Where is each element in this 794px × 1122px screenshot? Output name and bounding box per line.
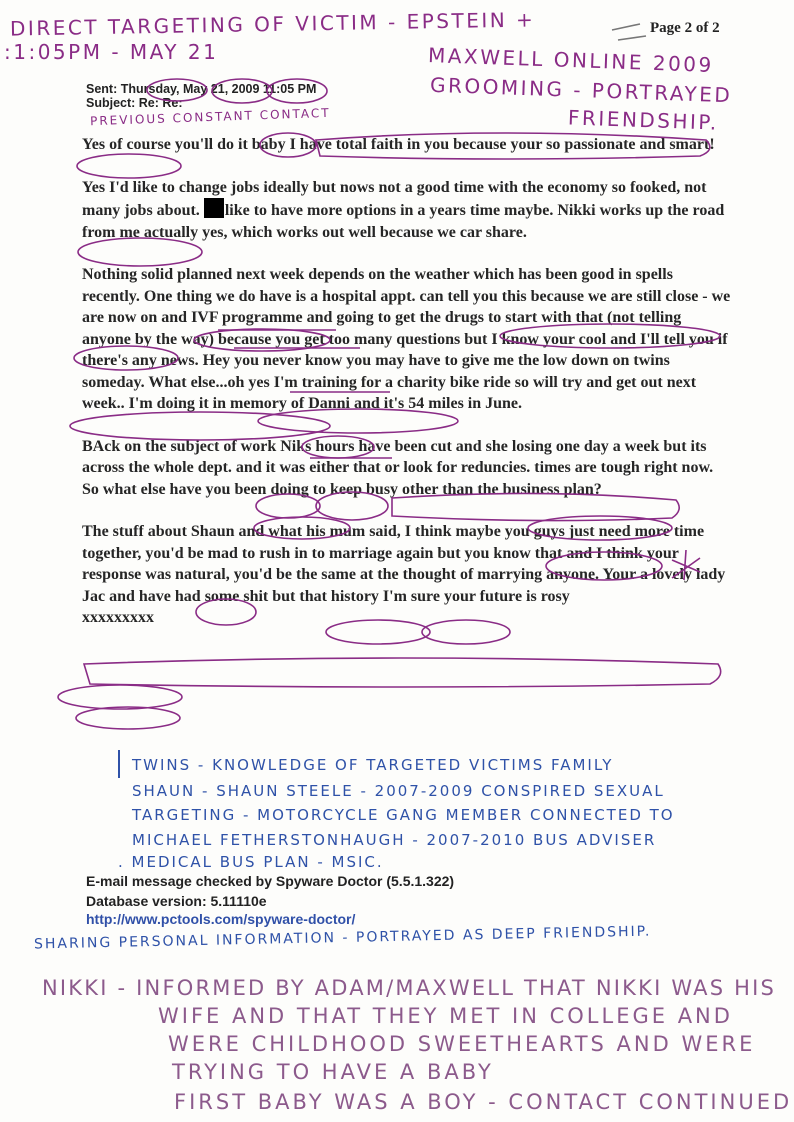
- spyware-link[interactable]: http://www.pctools.com/spyware-doctor/: [86, 911, 356, 927]
- annotation-right-line3: FRIENDSHIP.: [567, 105, 720, 135]
- annotation-michael: MICHAEL FETHERSTONHAUGH - 2007-2010 BUS ADVISER: [132, 831, 657, 849]
- spyware-check-line: E-mail message checked by Spyware Doctor (5.5.1.322): [86, 873, 455, 889]
- annotation-title-line2: :1:05PM - MAY 21: [4, 40, 219, 64]
- paragraph-5: The stuff about Shaun and what his mum said, I think maybe you guys just need more time together, you'd be mad to rush in to marriage again but you know that and I think your response was natural, you'd be the same at the thought of marrying anyone. Your a lovely lady Jac and have had some shit but that history I'm sure your future is rosy: [82, 523, 726, 605]
- paragraph-1: Yes of course you'll do it baby I have total faith in you because your so passionate and smart!: [82, 136, 715, 153]
- redaction-block: [204, 198, 224, 218]
- signoff-kisses: xxxxxxxxx: [82, 609, 154, 626]
- annotation-right-line2: GROOMING - PORTRAYED: [429, 72, 733, 108]
- annotation-bracket: [118, 750, 120, 778]
- annotation-targeting: TARGETING - MOTORCYCLE GANG MEMBER CONNECTED TO: [132, 806, 675, 824]
- annotation-twins: TWINS - KNOWLEDGE OF TARGETED VICTIMS FAMILY: [132, 756, 614, 774]
- paragraph-3: Nothing solid planned next week depends on the weather which has been good in spells recently. One thing we do have is a hospital appt. can tell you this because we are still close - we are now on and IVF programme and going to get the drugs to start with that (not telling anyone by the way) because you get too many questions but I know your cool and I'll tell you if there's any news. Hey you never know you may have to give me the low down on twins someday. What else...oh yes I'm training for a charity bike ride so will try and get out next week.. I'm doing it in memory of Danni and it's 54 miles in June.: [82, 266, 731, 412]
- circle-future: [58, 685, 182, 709]
- annotation-nikki-4: TRYING TO HAVE A BABY: [172, 1060, 494, 1084]
- annotation-nikki-1: NIKKI - INFORMED BY ADAM/MAXWELL THAT NIKKI WAS HIS: [42, 976, 777, 1000]
- annotation-previous-contact: PREVIOUS CONSTANT CONTACT: [89, 105, 331, 129]
- email-subject-line: Subject: Re: Re:: [86, 96, 183, 110]
- annotation-medical: . MEDICAL BUS PLAN - MSIC.: [118, 853, 384, 871]
- email-body: [82, 134, 732, 629]
- circle-lovely-lady: [84, 658, 721, 687]
- paragraph-4b: So what else have you been doing to keep busy other than the business plan?: [82, 480, 602, 498]
- annotation-nikki-5: FIRST BABY WAS A BOY - CONTACT CONTINUED: [174, 1090, 793, 1114]
- annotation-shaun: SHAUN - SHAUN STEELE - 2007-2009 CONSPIRED SEXUAL: [132, 782, 665, 800]
- annotation-nikki-2: WIFE AND THAT THEY MET IN COLLEGE AND: [158, 1004, 733, 1028]
- annotation-nikki-3: WERE CHILDHOOD SWEETHEARTS AND WERE: [168, 1032, 756, 1056]
- paragraph-4: BAck on the subject of work Niks hours have been cut and she losing one day a week but its across the whole dept. and it was either that or look for reduncies. times are tough right now.: [82, 437, 714, 476]
- circle-kisses: [76, 707, 180, 729]
- page-number: Page 2 of 2: [650, 20, 720, 36]
- paragraph-2: [82, 177, 732, 244]
- paragraph-2-end: like to have more options in a years time maybe. Nikki works up the road from me actually yes, which works out well because we car share.: [82, 202, 725, 241]
- annotation-sharing: SHARING PERSONAL INFORMATION - PORTRAYED AS DEEP FRIENDSHIP.: [33, 923, 652, 953]
- annotation-right-line1: MAXWELL ONLINE 2009: [427, 43, 715, 77]
- database-version-line: Database version: 5.11110e: [86, 893, 267, 909]
- scribble-mark: [612, 24, 646, 40]
- email-sent-line: Sent: Thursday, May 21, 2009 11:05 PM: [86, 82, 317, 96]
- annotation-title-line1: DIRECT TARGETING OF VICTIM - EPSTEIN +: [9, 7, 536, 41]
- paragraph-2-start: Yes I'd like to change jobs ideally but nows not a good time with the economy so fooked, not many jobs about.: [82, 178, 707, 219]
